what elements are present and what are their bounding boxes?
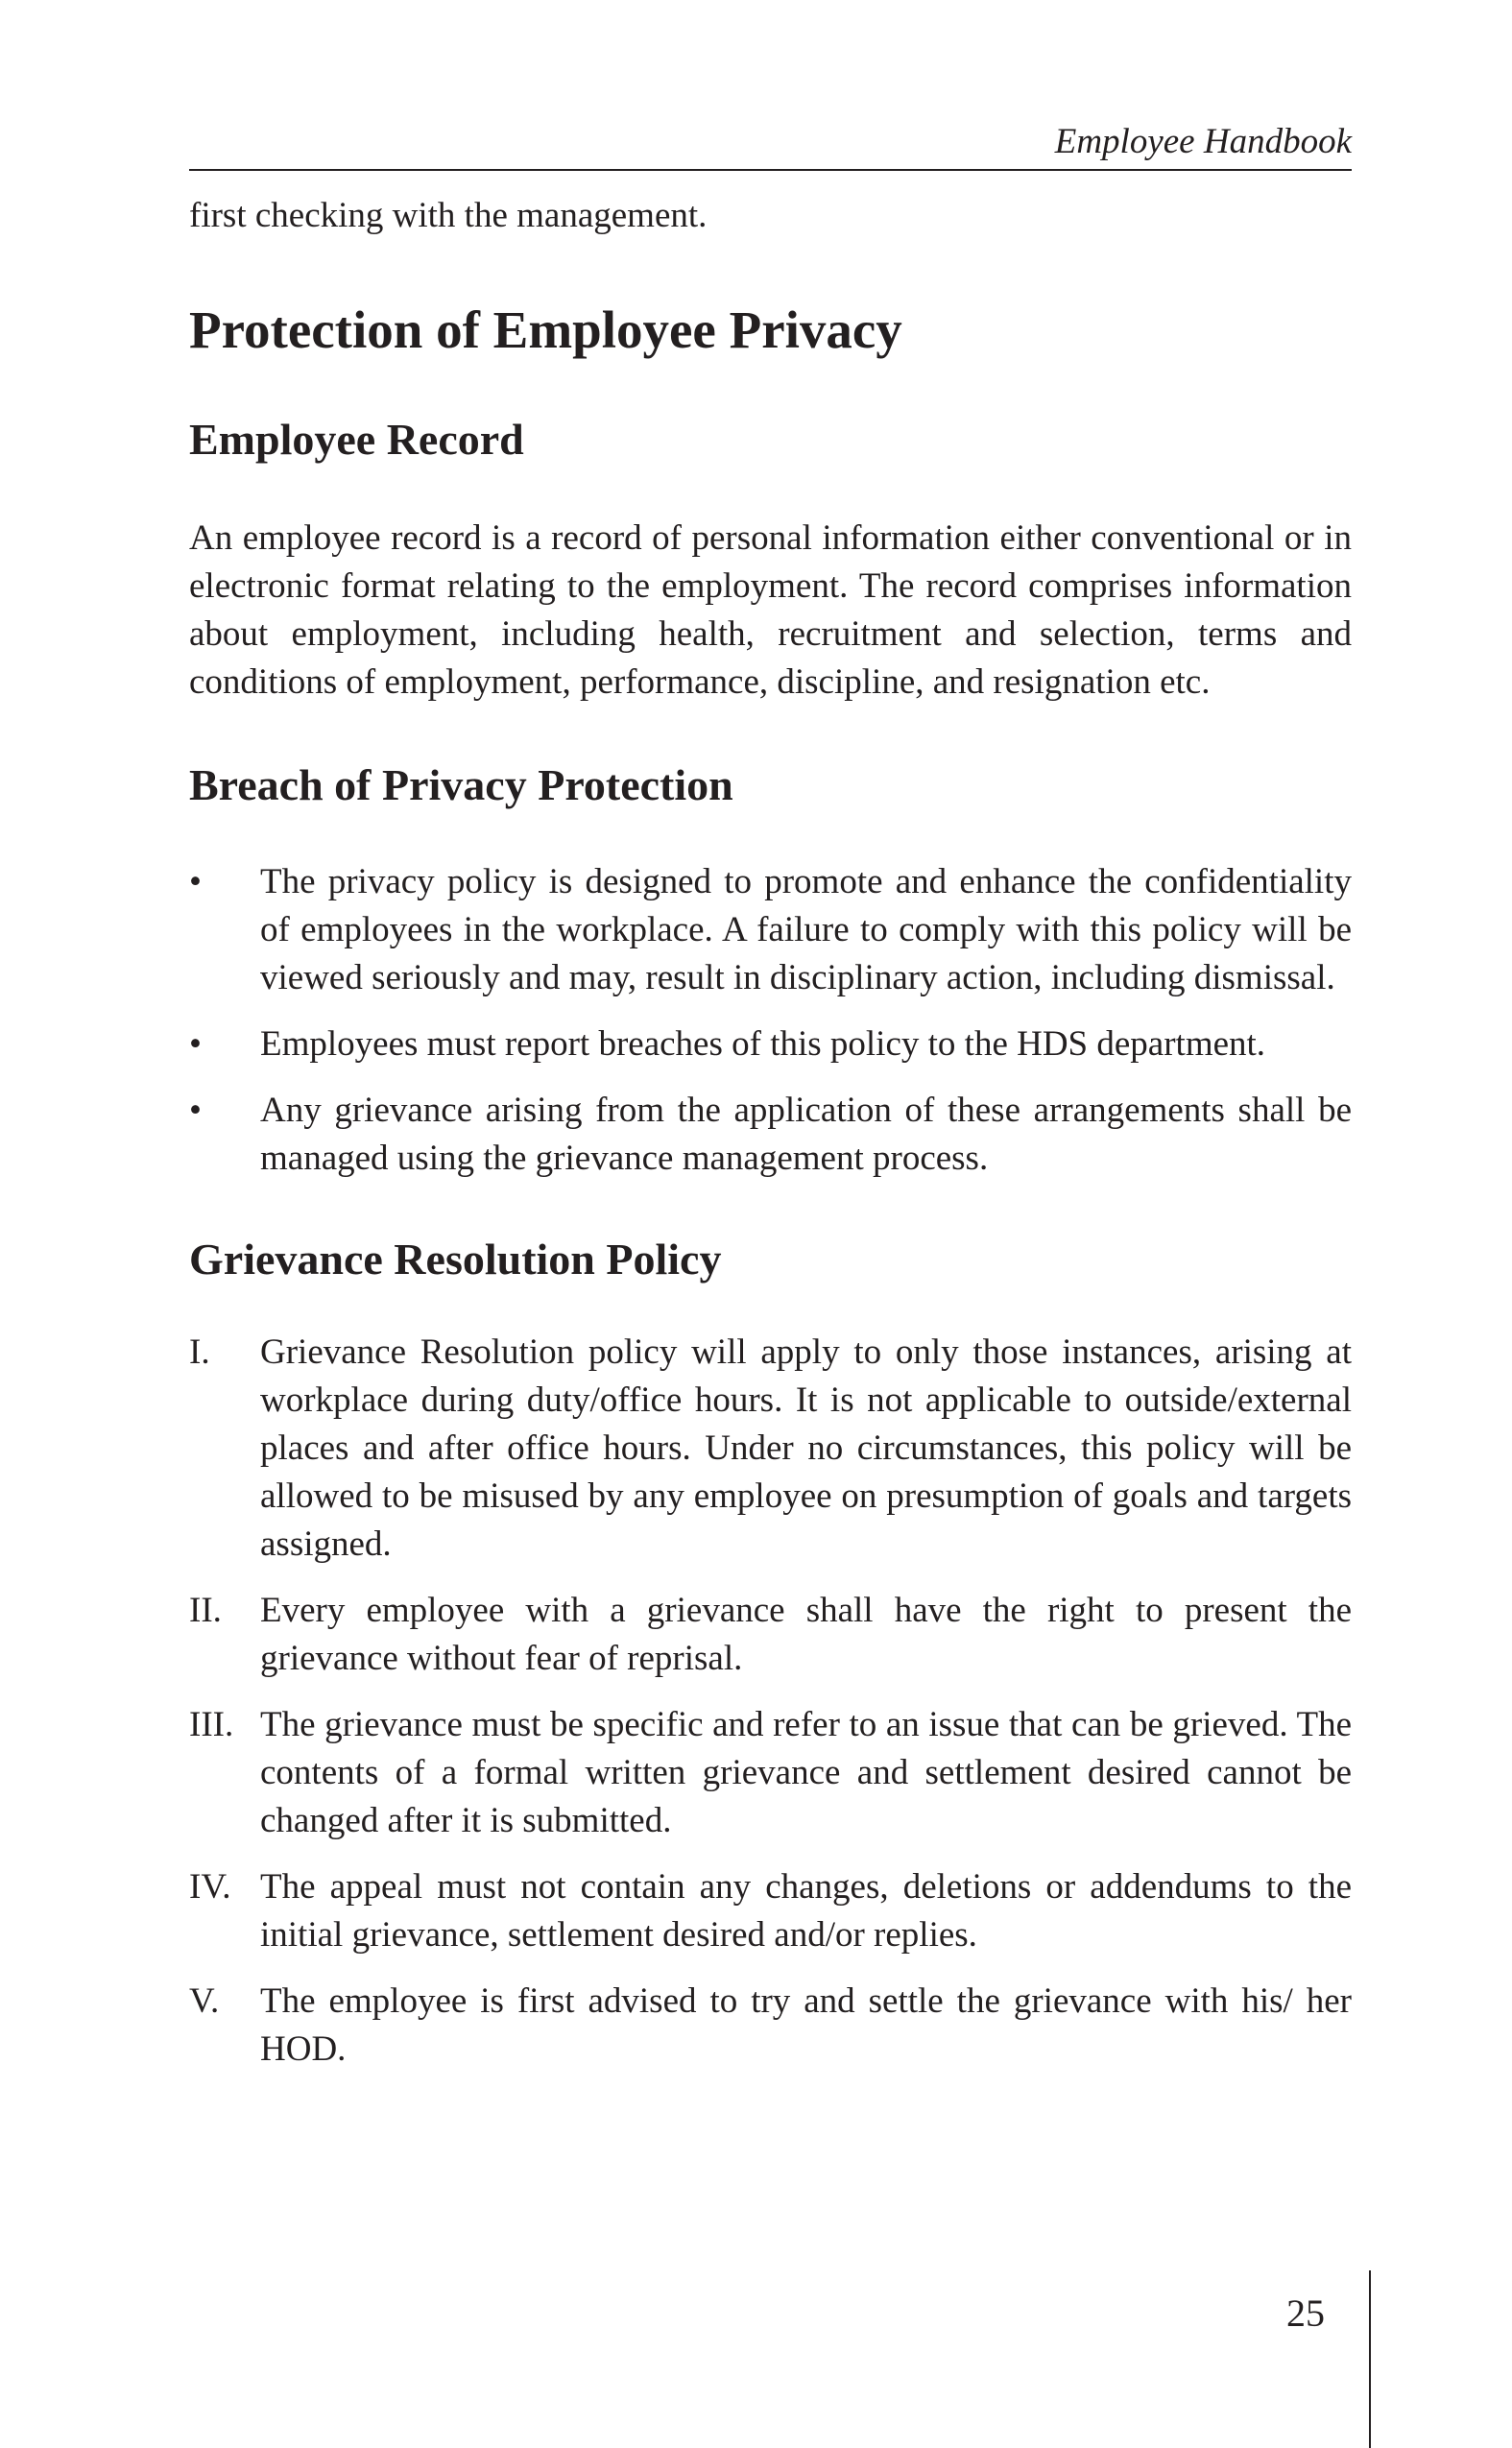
roman-numeral: II.	[189, 1591, 222, 1630]
list-item	[189, 1701, 1352, 1845]
section-heading-breach: Breach of Privacy Protection	[189, 760, 733, 809]
list-item-text: Grievance Resolution policy will apply to only those instances, arising at workplace during duty/office hours. It is not applicable to outside/external places and after office hours. Under no circumstances, this policy will be allowed to be misused by any employee on presumption of goals and targets assigned.	[260, 1332, 1352, 1564]
bullet-text: Any grievance arising from the application of these arrangements shall be managed using the grievance management process.	[260, 1091, 1352, 1178]
bullet-marker: •	[189, 862, 202, 901]
list-item-text: The appeal must not contain any changes, deletions or addendums to the initial grievance, settlement desired and/or replies.	[260, 1867, 1352, 1955]
bullet-text: Employees must report breaches of this policy to the HDS department.	[260, 1024, 1266, 1064]
employee-record-paragraph: An employee record is a record of personal information either conventional or in electronic format relating to the employment. The record comprises information about employment, including health, recruitment and selection, terms and conditions of employment, performance, discipline, and resignation etc.	[189, 518, 1352, 702]
list-item-text: The grievance must be specific and refer to an issue that can be grieved. The contents of a formal written grievance and settlement desired cannot be changed after it is submitted.	[260, 1705, 1352, 1840]
page-edge-rule	[1369, 2270, 1371, 2448]
list-item-text: The employee is first advised to try and settle the grievance with his/ her HOD.	[260, 1981, 1352, 2069]
section-heading-employee-record: Employee Record	[189, 415, 524, 464]
roman-numeral: III.	[189, 1705, 234, 1744]
chapter-title: Protection of Employee Privacy	[189, 300, 902, 359]
running-header-title: Employee Handbook	[1054, 122, 1352, 161]
page-number: 25	[1286, 2292, 1325, 2335]
list-item	[189, 1087, 1352, 1183]
list-item	[189, 1329, 1352, 1569]
grievance-numbered-list	[189, 1329, 1352, 2074]
bullet-marker: •	[189, 1091, 202, 1130]
list-item	[189, 1587, 1352, 1683]
section-heading-grievance: Grievance Resolution Policy	[189, 1235, 722, 1284]
breach-bullet-list	[189, 858, 1352, 1183]
bullet-marker: •	[189, 1024, 202, 1064]
continuation-text: first checking with the management.	[189, 196, 708, 235]
page-content	[189, 192, 1352, 2092]
roman-numeral: V.	[189, 1981, 220, 2021]
list-item-text: Every employee with a grievance shall have the right to present the grievance without fear of reprisal.	[260, 1591, 1352, 1678]
list-item	[189, 1978, 1352, 2074]
roman-numeral: IV.	[189, 1867, 231, 1907]
roman-numeral: I.	[189, 1332, 210, 1372]
bullet-text: The privacy policy is designed to promote and enhance the confidentiality of employees in the workplace. A failure to comply with this policy will be viewed seriously and may, result in disciplinary action, including dismissal.	[260, 862, 1352, 997]
list-item	[189, 858, 1352, 1002]
list-item	[189, 1020, 1352, 1068]
running-header	[189, 115, 1352, 171]
list-item	[189, 1863, 1352, 1959]
